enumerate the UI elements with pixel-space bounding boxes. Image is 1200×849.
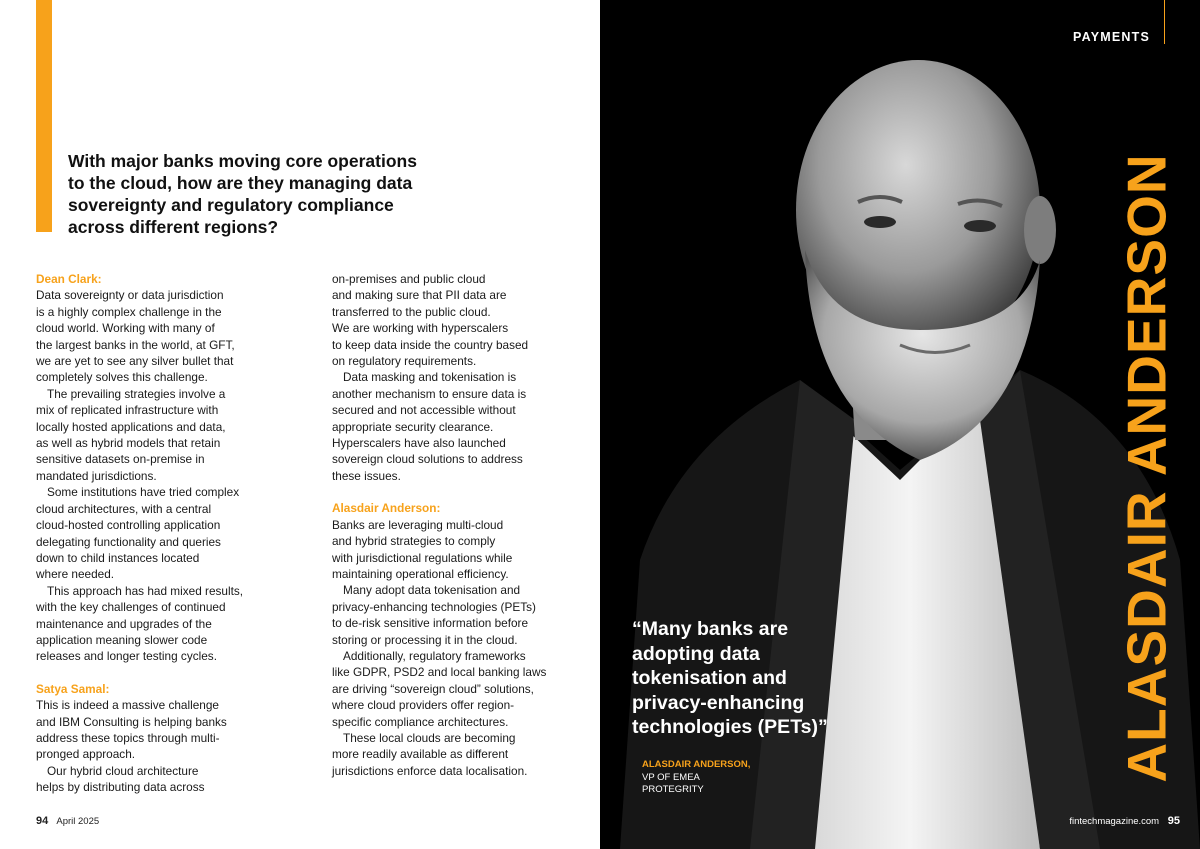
text-column-2 xyxy=(332,271,592,779)
text-column-1 xyxy=(36,271,296,796)
body-paragraph: The prevailing strategies involve a mix of replicated infrastructure with locally hosted applications and data, as well as hybrid models that retain sensitive datasets on-premise in mandated jurisdictions. xyxy=(36,386,226,483)
speaker-name: Dean Clark: xyxy=(36,272,102,286)
section-rule xyxy=(1164,0,1165,44)
accent-bar xyxy=(36,0,52,232)
body-paragraph: These local clouds are becoming more readily available as different jurisdictions enforce data localisation. xyxy=(332,730,528,778)
footer-left xyxy=(36,815,99,827)
footer-right xyxy=(1069,815,1180,827)
attribution-company: PROTEGRITY xyxy=(642,784,704,795)
speaker-name: Alasdair Anderson: xyxy=(332,501,441,516)
body-paragraph: This is indeed a massive challenge and IBM Consulting is helping banks address these topics through multi- pronged approach. xyxy=(36,698,227,762)
body-paragraph: Data sovereignty or data jurisdiction is a highly complex challenge in the cloud world. Working with many of the largest banks in the world, at GFT, we are yet to see any silver bullet that completely solves this challenge. xyxy=(36,288,235,385)
attribution-title: VP OF EMEA xyxy=(642,771,700,783)
section-label: PAYMENTS xyxy=(1073,30,1150,44)
body-paragraph: Some institutions have tried complex cloud architectures, with a central cloud-hosted controlling application delegating functionality and queries down to child instances located where needed. xyxy=(36,485,240,582)
question-heading: With major banks moving core operations to the cloud, how are they managing data sovereignty and regulatory compliance across different regions? xyxy=(68,151,417,237)
page-number: 95 xyxy=(1167,815,1180,827)
vertical-name-title: ALASDAIR ANDERSON xyxy=(1115,153,1178,783)
body-paragraph: on-premises and public cloud and making sure that PII data are transferred to the public cloud. We are working with hyperscalers to keep data inside the country based on regulatory requirements. xyxy=(332,272,529,369)
body-paragraph: Our hybrid cloud architecture helps by distributing data across xyxy=(36,763,205,795)
body-paragraph: Additionally, regulatory frameworks like GDPR, PSD2 and local banking laws are driving “sovereign cloud” solutions, where cloud providers offer region- specific compliance architectures. xyxy=(332,648,547,729)
page-number: 94 xyxy=(36,815,49,827)
pull-quote: “Many banks are adopting data tokenisation and privacy-enhancing technologies (PETs)” xyxy=(632,618,828,738)
right-page xyxy=(600,0,1200,849)
issue-date: April 2025 xyxy=(56,816,100,827)
attribution-name: ALASDAIR ANDERSON, xyxy=(642,759,751,770)
body-paragraph: Many adopt data tokenisation and privacy-enhancing technologies (PETs) to de-risk sensitive information before storing or processing it in the cloud. xyxy=(332,583,536,647)
quote-attribution xyxy=(642,759,750,797)
site-url: fintechmagazine.com xyxy=(1069,816,1160,827)
body-paragraph: Banks are leveraging multi-cloud and hybrid strategies to comply with jurisdictional regulations while maintaining operational efficiency. xyxy=(332,517,513,581)
body-paragraph: Data masking and tokenisation is another mechanism to ensure data is secured and not accessible without appropriate security clearance. Hyperscalers have also launched sovereign cloud solutions to address these issues. xyxy=(332,370,527,483)
speaker-name: Satya Samal: xyxy=(36,681,110,696)
body-paragraph: This approach has had mixed results, with the key challenges of continued maintenance and upgrades of the application meaning slower code releases and longer testing cycles. xyxy=(36,583,244,664)
